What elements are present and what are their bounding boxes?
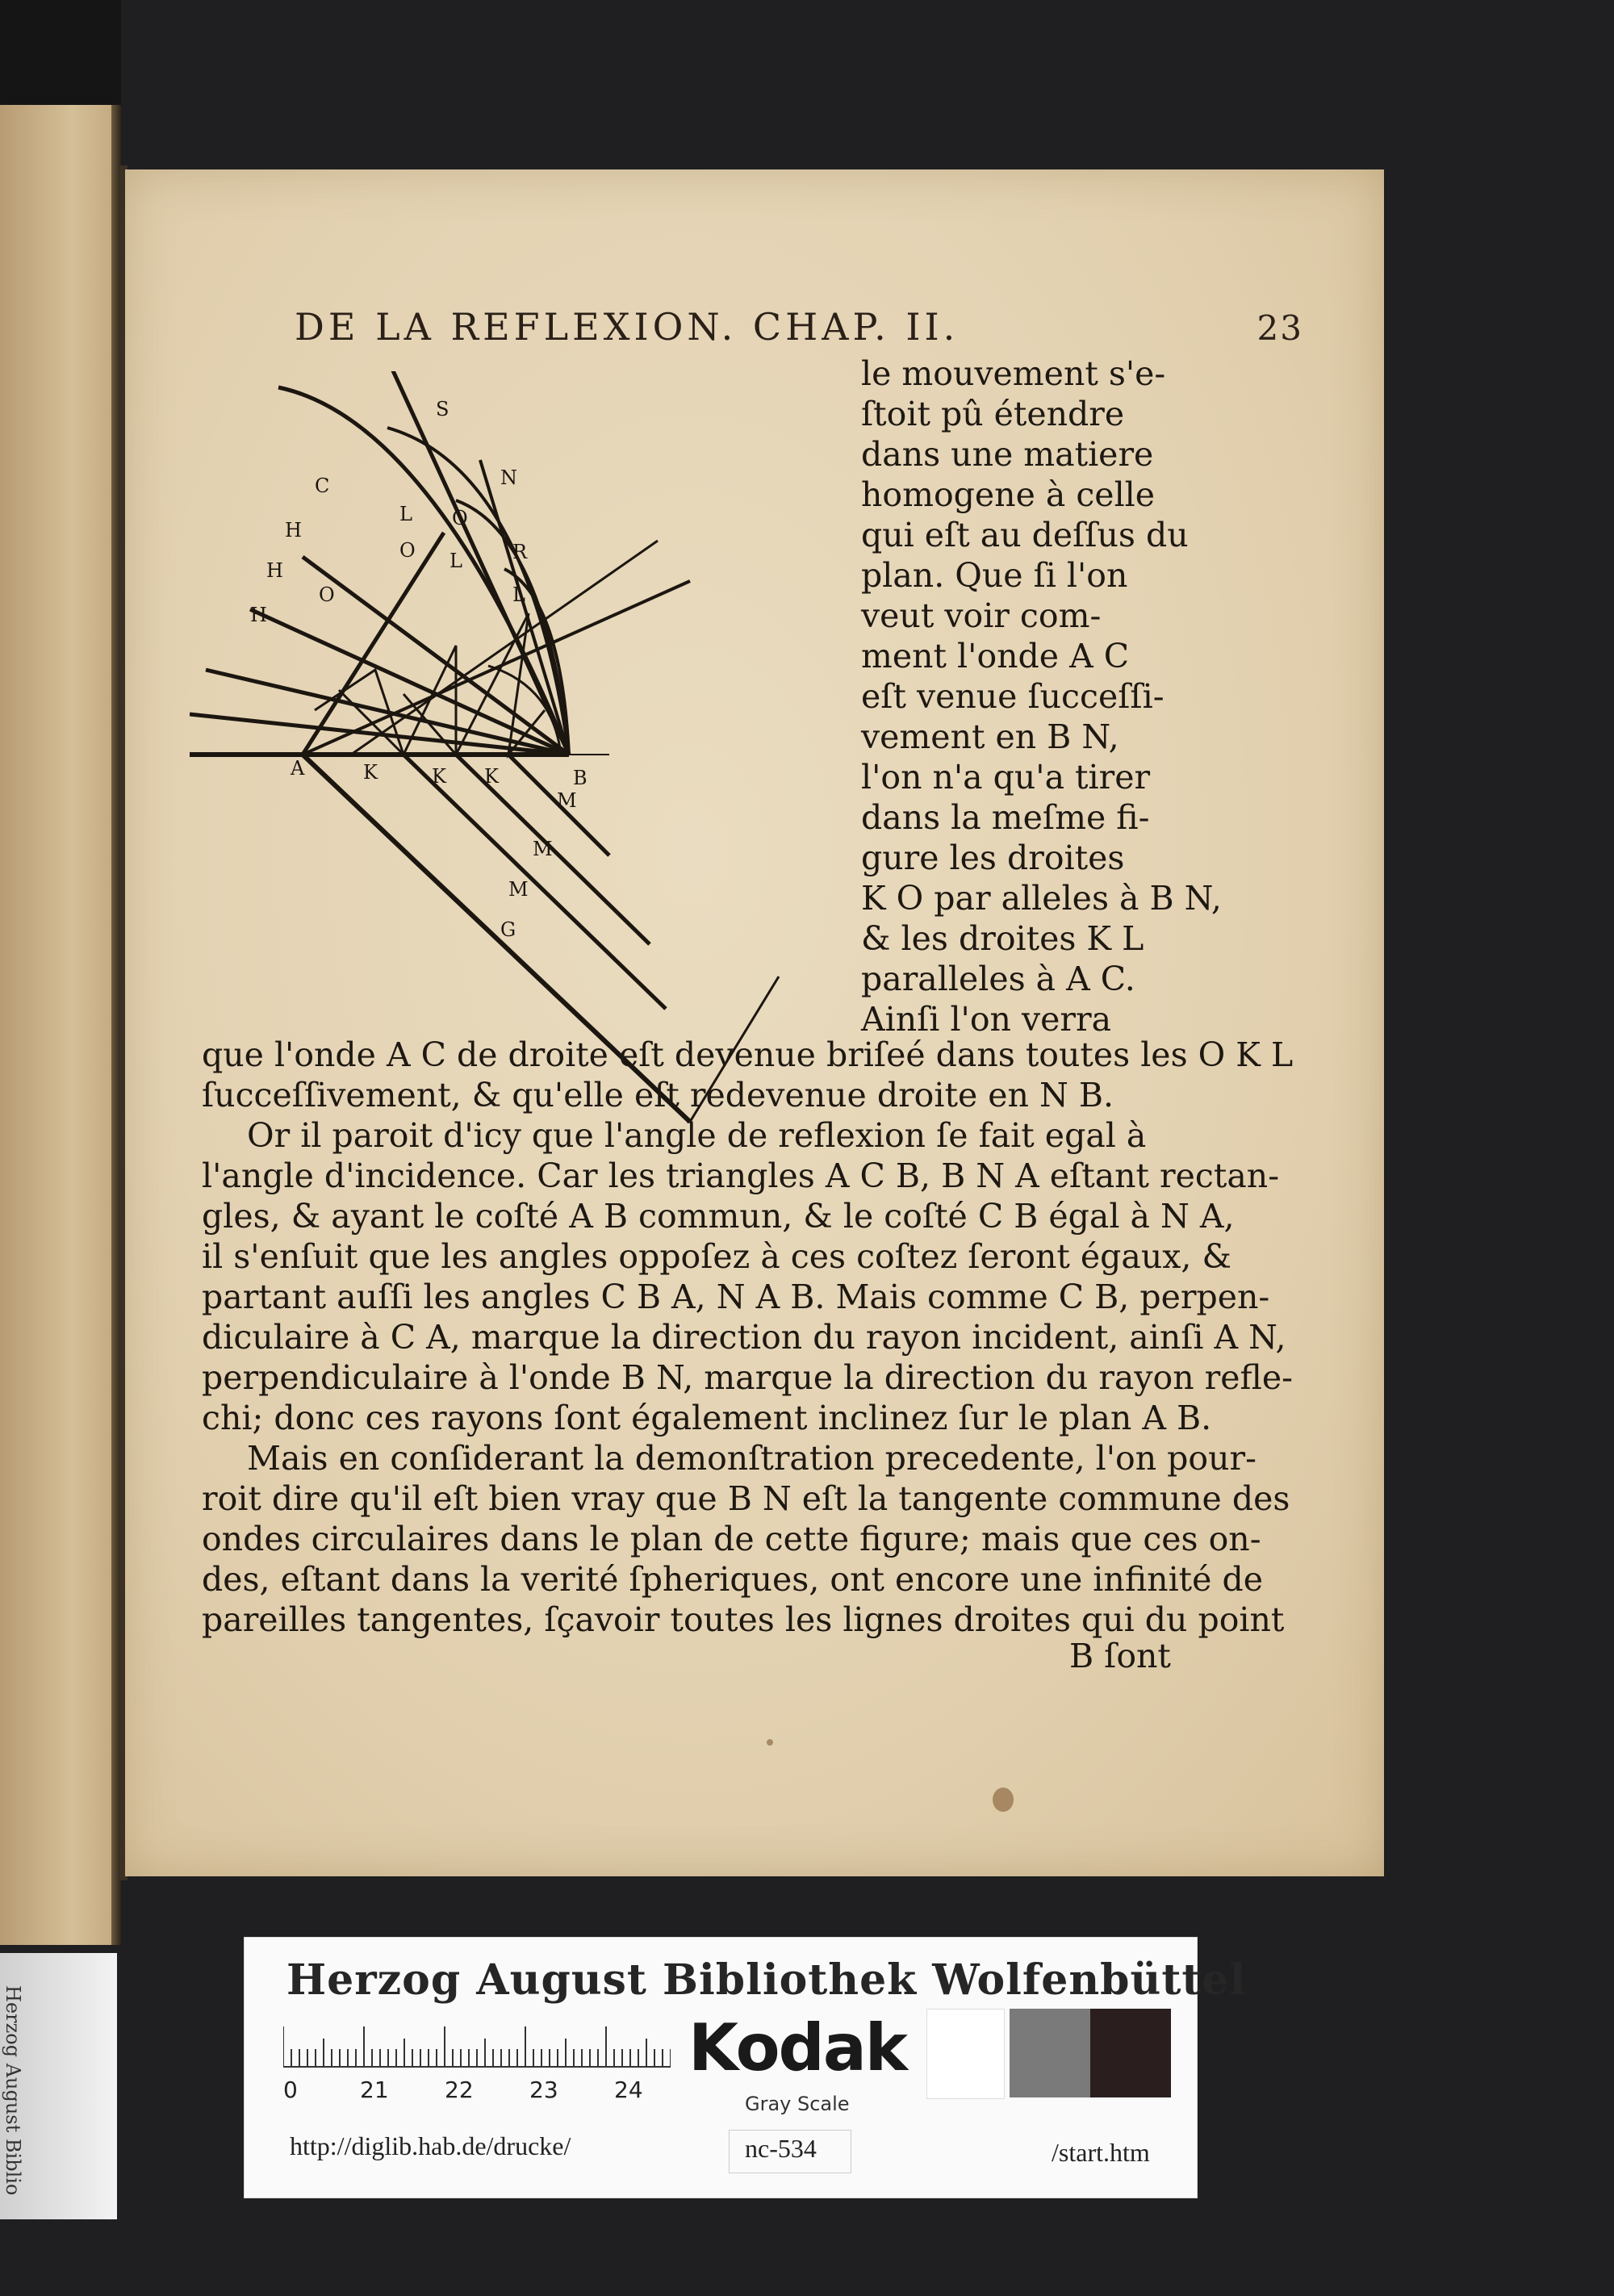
body-line: que l'onde A C de droite eſt devenue briſeé dans toutes les O K L [202,1035,1294,1074]
left-color-card [0,1953,117,2219]
ruler-num: 22 [445,2076,474,2103]
fig-label-H1: H [285,519,302,542]
fig-label-K1: K [363,761,378,784]
ruler-num: 0 [283,2076,298,2103]
fig-label-L2: L [449,550,462,572]
body-line: partant auſſi les angles C B A, N A B. Mais comme C B, perpen- [202,1278,1270,1316]
column-line: qui eſt au deſſus du [861,516,1189,554]
gray-scale-label: Gray Scale [745,2093,850,2115]
body-line: roit dire qu'il eſt bien vray que B N eſt la tangente commune des [202,1479,1290,1518]
fig-label-M1: M [557,789,577,812]
ruler-num: 23 [529,2076,558,2103]
body-line: des, eſtant dans la verité ſpheriques, ont encore une infinité de [202,1560,1263,1599]
paper-stain [993,1788,1014,1812]
fig-label-R: R [512,541,528,563]
fig-label-K3: K [484,765,499,788]
fig-label-H3: H [250,604,267,626]
body-line: perpendiculaire à l'onde B N, marque la direction du rayon refle- [202,1358,1293,1397]
fig-label-S: S [436,398,449,420]
column-text [861,353,1281,1039]
body-line: ſucceſſivement, & qu'elle eſt redevenue droite en N B. [202,1076,1114,1115]
body-line: gles, & ayant le coſté A B commun, & le coſté C B égal à N A, [202,1197,1235,1236]
fig-label-M2: M [533,838,553,860]
column-line: vement en B N, [861,717,1119,756]
fig-label-G: G [500,918,516,941]
column-line: plan. Que ſi l'on [861,556,1128,595]
fig-label-A: A [291,757,305,780]
ruler-numbers [283,2076,671,2106]
column-line: paralleles à A C. [861,960,1135,998]
library-url: http://diglib.hab.de/drucke/ [290,2131,571,2160]
library-color-card [244,1937,1247,2198]
gray-swatch-mid [1010,2009,1090,2097]
body-line: il s'enſuit que les angles oppoſez à ces coſtez ſeront égaux, & [202,1237,1231,1276]
shelfmark: nc-534 [745,2134,817,2163]
column-line: l'on n'a qu'a tirer [861,758,1151,797]
column-line: & les droites K L [861,919,1144,958]
fig-label-O1: O [452,507,468,529]
left-background [0,0,121,113]
column-line: homogene à celle [861,475,1156,514]
column-line: gure les droites [861,839,1125,877]
column-line: K O par alleles à B N, [861,879,1222,918]
gray-swatch-dark [1090,2009,1171,2097]
fig-label-H2: H [266,559,283,582]
column-line: dans la meſme fi- [861,798,1150,837]
body-line: pareilles tangentes, ſçavoir toutes les lignes droites qui du point [202,1600,1285,1639]
fig-label-L1: L [399,503,412,525]
ruler-num: 24 [614,2076,643,2103]
body-line: l'angle d'incidence. Car les triangles A C B, B N A eſtant rectan- [202,1156,1280,1195]
body-line: Mais en conſiderant la demonſtration precedente, l'on pour- [247,1439,1256,1478]
fig-label-L3: L [512,583,525,606]
left-card-text: Herzog August Biblio [2,1985,24,2196]
gray-swatch-white [926,2009,1005,2099]
catchword: B ſont [1069,1637,1171,1675]
body-line: chi; donc ces rayons ſont également inclinez ſur le plan A B. [202,1399,1212,1437]
body-line: diculaire à C A, marque la direction du rayon incident, ainſi A N, [202,1318,1286,1357]
card-title: Herzog August Bibliothek Wolfenbüttel [286,1955,1247,2005]
column-line: Ainſi l'on verra [861,1000,1112,1039]
column-line: dans une matiere [861,435,1154,474]
fig-label-M3: M [508,878,529,901]
running-head-title: DE LA REFLEXION. CHAP. II. [295,305,960,349]
page-number: 23 [1256,308,1303,348]
fig-label-K2: K [432,765,446,788]
column-line: ſtoit pû étendre [861,395,1125,433]
kodak-logo: Kodak [688,2010,906,2085]
fig-label-O2: O [399,539,416,562]
ruler-num: 21 [360,2076,389,2103]
column-line: veut voir com- [861,596,1102,635]
fig-label-B: B [573,767,587,789]
column-line: eſt venue ſucceſſi- [861,677,1165,716]
url-suffix: /start.htm [1052,2138,1150,2167]
column-line: ment l'onde A C [861,637,1130,675]
book-page [125,169,1384,1876]
fig-label-O3: O [319,583,335,606]
column-line: le mouvement s'e- [861,354,1166,393]
fig-label-N: N [500,466,517,489]
adjacent-page-edge [0,105,121,1945]
body-text [202,1035,1294,1640]
body-line: Or il paroit d'icy que l'angle de reflexion ſe fait egal à [247,1116,1147,1155]
fig-label-C: C [315,475,330,497]
body-line: ondes circulaires dans le plan de cette figure; mais que ces on- [202,1520,1261,1558]
paper-spot [767,1739,773,1746]
